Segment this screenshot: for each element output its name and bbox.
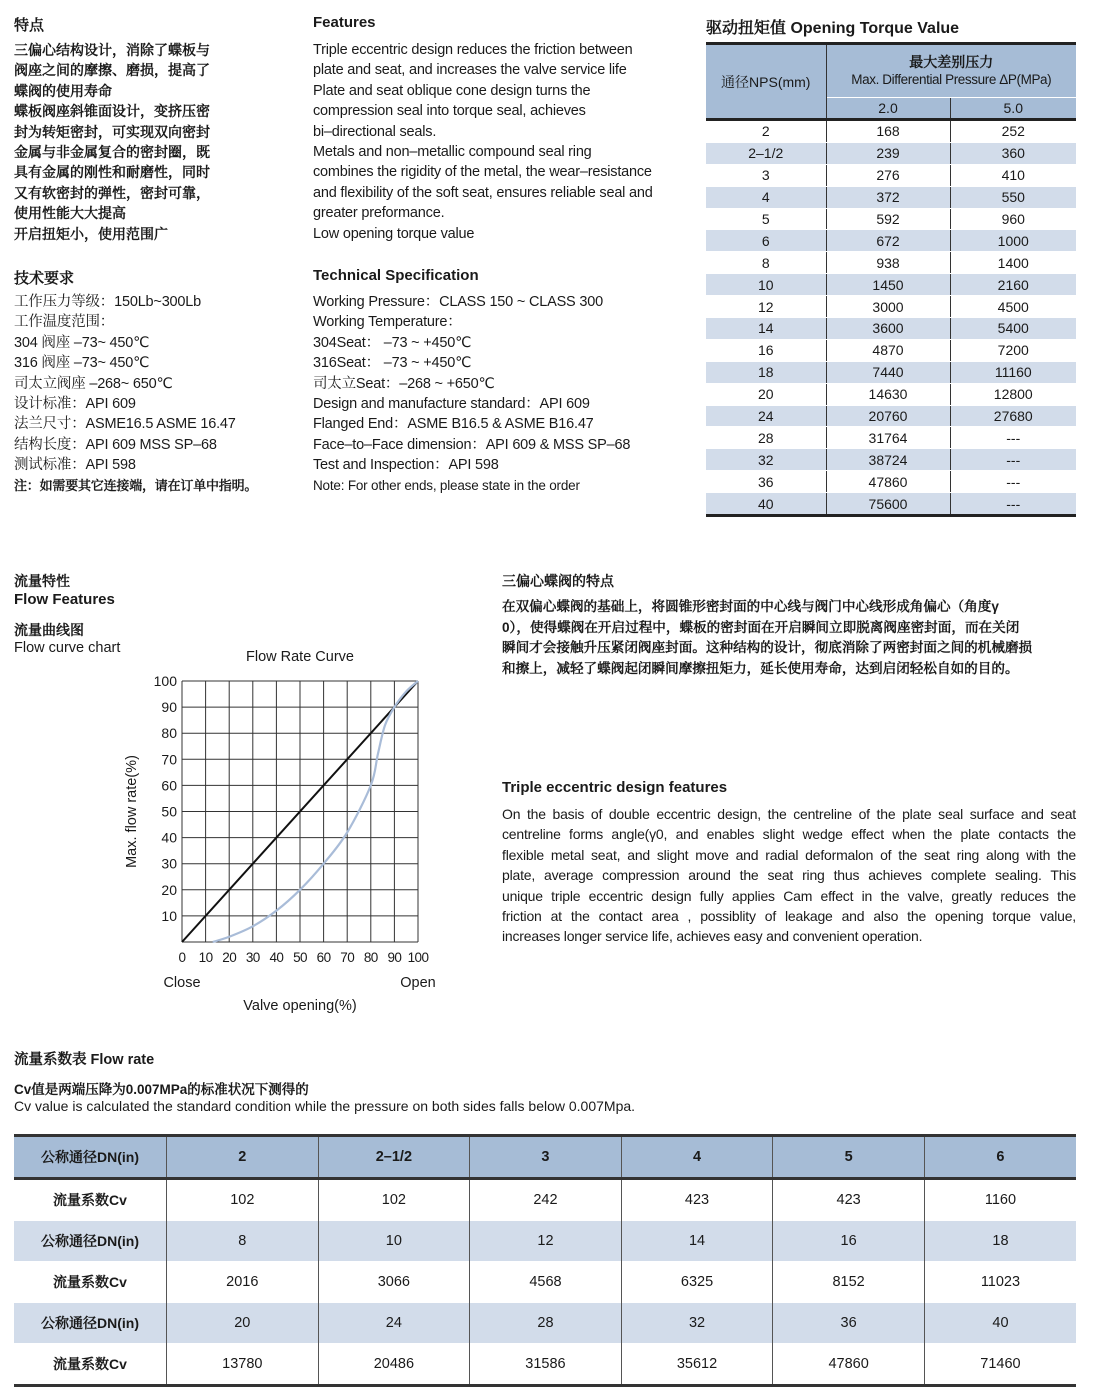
features-en-line: Plate and seat oblique cone design turns the <box>313 82 591 99</box>
torque-cell-5mpa: 27680 <box>950 405 1076 427</box>
torque-cell-2mpa: 3000 <box>826 296 950 318</box>
torque-row <box>706 361 1076 383</box>
torque-row <box>706 164 1076 186</box>
torque-title: 驱动扭矩值 Opening Torque Value <box>706 20 960 37</box>
features-cn-line: 蝶板阀座斜锥面设计，变挤压密 <box>14 103 210 120</box>
torque-cell-2mpa: 38724 <box>826 449 950 471</box>
flowrate-cell: 13780 <box>167 1344 319 1386</box>
torque-pressure-5: 5.0 <box>950 98 1076 120</box>
tech-en-line: Note: For other ends, please state in the order <box>313 477 580 493</box>
torque-row <box>706 427 1076 449</box>
torque-row <box>706 383 1076 405</box>
flowrate-cell: 423 <box>621 1179 773 1221</box>
flowrate-cell: 47860 <box>773 1344 925 1386</box>
flowrate-row <box>14 1262 1076 1303</box>
x-tick-label: 50 <box>293 950 307 965</box>
flowrate-cell: 2016 <box>167 1262 319 1303</box>
flowrate-cell: 16 <box>773 1221 925 1262</box>
torque-row <box>706 252 1076 274</box>
torque-table <box>706 42 1076 517</box>
flowrate-cell: 102 <box>318 1179 470 1221</box>
tech-en-title: Technical Specification <box>313 267 479 284</box>
flowrate-row-label: 流量系数Cv <box>14 1179 167 1221</box>
torque-cell-nps: 12 <box>706 296 826 318</box>
torque-cell-2mpa: 592 <box>826 208 950 230</box>
x-tick-label: 0 <box>178 950 186 965</box>
flowrate-cell: 20486 <box>318 1344 470 1386</box>
features-en-line: Triple eccentric design reduces the friction between <box>313 42 633 58</box>
tech-en-line: 316Seat： –73 ~ +450℃ <box>313 355 472 372</box>
torque-cell-nps: 8 <box>706 252 826 274</box>
torque-cell-5mpa: 360 <box>950 142 1076 164</box>
flowrate-row-label: 公称通径DN(in) <box>14 1303 167 1344</box>
torque-cell-5mpa: 1000 <box>950 230 1076 252</box>
torque-cell-2mpa: 75600 <box>826 493 950 516</box>
torque-cell-nps: 24 <box>706 405 826 427</box>
torque-cell-2mpa: 47860 <box>826 471 950 493</box>
torque-cell-5mpa: --- <box>950 427 1076 449</box>
flowrate-row-label: 公称通径DN(in) <box>14 1221 167 1262</box>
flowrate-cell: 40 <box>924 1303 1076 1344</box>
triple-en-line: unique triple eccentric design fully applies Cam effect in the valve, greatly reduces the <box>502 887 1076 904</box>
chart-title: Flow Rate Curve <box>246 649 354 665</box>
torque-cell-2mpa: 1450 <box>826 274 950 296</box>
flow-features-title-en: Flow Features <box>14 591 115 608</box>
torque-cell-2mpa: 14630 <box>826 383 950 405</box>
flowrate-cell: 31586 <box>470 1344 622 1386</box>
torque-cell-5mpa: 1400 <box>950 252 1076 274</box>
triple-en-line: flexible metal seat, and slight move and radial deformalon of the seat ring along with the <box>502 846 1076 863</box>
features-en-line: Low opening torque value <box>313 225 475 242</box>
flowrate-cell: 36 <box>773 1303 925 1344</box>
torque-cell-2mpa: 672 <box>826 230 950 252</box>
flowrate-table <box>14 1134 1076 1387</box>
x-tick-label: 30 <box>245 950 260 965</box>
flowrate-note-en: Cv value is calculated the standard condition while the pressure on both sides falls below 0.007Mpa. <box>14 1098 636 1114</box>
features-cn-line: 金属与非金属复合的密封圈，既 <box>14 144 210 161</box>
tech-cn-line: 结构长度：API 609 MSS SP–68 <box>14 436 217 453</box>
features-en-line: bi–directional seals. <box>313 123 437 140</box>
y-axis-label: Max. flow rate(%) <box>124 755 140 868</box>
torque-cell-nps: 20 <box>706 383 826 405</box>
torque-cell-nps: 16 <box>706 339 826 361</box>
y-axis-ticks <box>154 673 178 924</box>
torque-table-body <box>706 120 1076 516</box>
torque-row <box>706 449 1076 471</box>
x-tick-label: 10 <box>198 950 213 965</box>
flowrate-cell: 24 <box>318 1303 470 1344</box>
y-tick-label: 60 <box>161 777 177 794</box>
flowrate-cell: 28 <box>470 1303 622 1344</box>
torque-row <box>706 471 1076 493</box>
triple-cn-title: 三偏心蝶阀的特点 <box>502 573 614 589</box>
torque-cell-nps: 3 <box>706 164 826 186</box>
triple-en-line: centreline forms angle(γ0, and enables slight wedge effect when the plate contacts the <box>502 826 1076 843</box>
torque-row <box>706 274 1076 296</box>
x-tick-label: 90 <box>387 950 402 965</box>
flow-features-title-cn: 流量特性 <box>14 573 70 589</box>
triple-en-body <box>502 804 1076 947</box>
torque-cell-5mpa: 252 <box>950 120 1076 143</box>
flowrate-cell: 35612 <box>621 1344 773 1386</box>
x-axis-open-label: Open <box>400 975 436 991</box>
torque-row <box>706 296 1076 318</box>
x-tick-label: 70 <box>340 950 355 965</box>
features-en-line: Metals and non–metallic compound seal ring <box>313 144 592 161</box>
torque-row <box>706 120 1076 143</box>
features-en-line: plate and seat, and increases the valve service life <box>313 62 627 79</box>
tech-en-body <box>313 292 630 496</box>
flowrate-cell: 2 <box>167 1136 319 1179</box>
torque-cell-2mpa: 20760 <box>826 405 950 427</box>
torque-cell-5mpa: --- <box>950 449 1076 471</box>
tech-cn-line: 316 阀座 –73~ 450℃ <box>14 355 150 372</box>
torque-pressure-group-header <box>826 44 1076 98</box>
torque-cell-2mpa: 276 <box>826 164 950 186</box>
features-cn-line: 使用性能大大提高 <box>14 205 126 222</box>
features-cn-title: 特点 <box>14 17 45 34</box>
triple-cn-line: 瞬间才会接触升压紧闭阀座封面。这种结构的设计，彻底消除了两密封面之间的机械磨损 <box>502 640 1033 655</box>
tech-cn-line: 304 阀座 –73~ 450℃ <box>14 334 150 351</box>
tech-en-line: 司太立Seat：–268 ~ +650℃ <box>313 375 495 392</box>
x-axis-label: Valve opening(%) <box>243 998 357 1014</box>
flowrate-row <box>14 1303 1076 1344</box>
flowrate-note-cn: Cv值是两端压降为0.007MPa的标准状况下测得的 <box>14 1082 309 1097</box>
torque-cell-5mpa: --- <box>950 493 1076 516</box>
tech-cn-body <box>14 292 257 496</box>
flowrate-cell: 71460 <box>924 1344 1076 1386</box>
y-tick-label: 80 <box>161 725 177 742</box>
tech-cn-title: 技术要求 <box>14 270 75 287</box>
features-en-body <box>313 40 653 244</box>
x-tick-label: 40 <box>269 950 284 965</box>
flowrate-cell: 4568 <box>470 1262 622 1303</box>
x-axis-close-label: Close <box>163 975 201 991</box>
torque-cell-5mpa: 550 <box>950 186 1076 208</box>
flowrate-cell: 20 <box>167 1303 319 1344</box>
torque-cell-nps: 2 <box>706 120 826 143</box>
torque-cell-5mpa: 12800 <box>950 383 1076 405</box>
flowrate-row-label: 流量系数Cv <box>14 1262 167 1303</box>
torque-cell-nps: 36 <box>706 471 826 493</box>
torque-cell-5mpa: 7200 <box>950 339 1076 361</box>
features-en-line: compression seal into torque seal, achieves <box>313 103 586 120</box>
features-en-title: Features <box>313 14 376 31</box>
tech-cn-line: 司太立阀座 –268~ 650℃ <box>14 375 173 392</box>
flowrate-row <box>14 1136 1076 1179</box>
flowrate-cell: 6325 <box>621 1262 773 1303</box>
flowrate-cell: 12 <box>470 1221 622 1262</box>
flowrate-cell: 14 <box>621 1221 773 1262</box>
flowrate-cell: 3 <box>470 1136 622 1179</box>
flowrate-title: 流量系数表 Flow rate <box>14 1052 155 1068</box>
triple-cn-body <box>502 597 1032 679</box>
torque-cell-2mpa: 938 <box>826 252 950 274</box>
torque-cell-2mpa: 3600 <box>826 318 950 340</box>
triple-cn-line: 和擦上，减轻了蝶阀起闭瞬间摩擦扭矩力，延长使用寿命，达到启闭轻松自如的目的。 <box>502 660 1019 676</box>
flowrate-cell: 3066 <box>318 1262 470 1303</box>
features-cn-line: 封为转矩密封，可实现双向密封 <box>14 123 210 140</box>
torque-cell-nps: 40 <box>706 493 826 516</box>
torque-group-header-en: Max. Differential Pressure ΔP(MPa) <box>851 72 1052 87</box>
torque-cell-5mpa: 5400 <box>950 318 1076 340</box>
triple-cn-line: 0），使得蝶阀在开启过程中，蝶板的密封面在开启瞬间立即脱离阀座密封面，而在关闭 <box>502 619 1020 635</box>
torque-cell-2mpa: 168 <box>826 120 950 143</box>
torque-cell-nps: 2–1/2 <box>706 142 826 164</box>
features-en-line: greater preformance. <box>313 205 445 222</box>
flowrate-cell: 2–1/2 <box>318 1136 470 1179</box>
torque-row <box>706 142 1076 164</box>
triple-en-line: plate, average compression around the seat ring thus achieves complete sealing. This <box>502 867 1076 884</box>
flow-rate-chart <box>100 640 460 1020</box>
torque-row <box>706 493 1076 516</box>
flowrate-cell: 11023 <box>924 1262 1076 1303</box>
features-cn-line: 蝶阀的使用寿命 <box>14 82 112 99</box>
torque-cell-5mpa: 410 <box>950 164 1076 186</box>
flow-curve-subtitle-cn: 流量曲线图 <box>14 622 84 638</box>
torque-cell-5mpa: 11160 <box>950 361 1076 383</box>
torque-cell-nps: 5 <box>706 208 826 230</box>
tech-en-line: 304Seat： –73 ~ +450℃ <box>313 334 472 351</box>
triple-en-line: On the basis of double eccentric design, the centreline of the plate seal surface and seat <box>502 806 1076 822</box>
tech-en-line: Working Temperature： <box>313 314 462 331</box>
tech-cn-line: 注：如需要其它连接端，请在订单中指明。 <box>14 477 258 493</box>
torque-row <box>706 339 1076 361</box>
torque-cell-2mpa: 239 <box>826 142 950 164</box>
triple-en-line: increases longer service life, achieves easy and convenient operation. <box>502 928 923 945</box>
torque-cell-2mpa: 31764 <box>826 427 950 449</box>
triple-en-line: friction at the contact area , possiblity of leakage and also the opening torque value, <box>502 908 1076 925</box>
torque-cell-nps: 14 <box>706 318 826 340</box>
features-cn-line: 阀座之间的摩擦、磨损，提高了 <box>14 62 210 79</box>
flowrate-cell: 242 <box>470 1179 622 1221</box>
torque-row <box>706 405 1076 427</box>
torque-row <box>706 230 1076 252</box>
flowrate-row <box>14 1344 1076 1386</box>
x-axis-ticks <box>179 950 429 965</box>
torque-cell-5mpa: 4500 <box>950 296 1076 318</box>
y-tick-label: 70 <box>161 751 177 768</box>
torque-cell-nps: 28 <box>706 427 826 449</box>
torque-col-nps-header: 通径NPS(mm) <box>706 44 826 120</box>
y-tick-label: 10 <box>161 907 177 924</box>
torque-cell-2mpa: 372 <box>826 186 950 208</box>
tech-en-line: Face–to–Face dimension：API 609 & MSS SP–68 <box>313 436 631 453</box>
torque-cell-nps: 10 <box>706 274 826 296</box>
features-en-line: combines the rigidity of the metal, the wear–resistance <box>313 164 652 181</box>
flow-curve-subtitle-en: Flow curve chart <box>14 640 121 656</box>
flowrate-row-label: 公称通径DN(in) <box>14 1136 167 1179</box>
tech-en-line: Working Pressure：CLASS 150 ~ CLASS 300 <box>313 294 603 310</box>
flowrate-cell: 18 <box>924 1221 1076 1262</box>
flowrate-row-label: 流量系数Cv <box>14 1344 167 1386</box>
triple-cn-line: 在双偏心蝶阀的基础上，将圆锥形密封面的中心线与阀门中心线形成角偏心（角度γ <box>502 599 999 614</box>
flowrate-cell: 102 <box>167 1179 319 1221</box>
torque-row <box>706 318 1076 340</box>
features-cn-body <box>14 40 210 244</box>
flowrate-cell: 6 <box>924 1136 1076 1179</box>
flowrate-cell: 5 <box>773 1136 925 1179</box>
x-tick-label: 100 <box>407 950 429 965</box>
tech-en-line: Flanged End：ASME B16.5 & ASME B16.47 <box>313 416 594 433</box>
torque-pressure-2: 2.0 <box>826 98 950 120</box>
tech-cn-line: 法兰尺寸：ASME16.5 ASME 16.47 <box>14 416 236 433</box>
y-tick-label: 30 <box>161 855 177 872</box>
features-cn-line: 开启扭矩小，使用范围广 <box>14 225 168 242</box>
flowrate-cell: 423 <box>773 1179 925 1221</box>
torque-cell-nps: 18 <box>706 361 826 383</box>
y-tick-label: 90 <box>161 699 177 716</box>
triple-en-title: Triple eccentric design features <box>502 779 728 796</box>
y-tick-label: 40 <box>161 829 177 846</box>
flowrate-cell: 1160 <box>924 1179 1076 1221</box>
torque-group-header-cn: 最大差别压力 <box>909 54 994 70</box>
torque-cell-2mpa: 4870 <box>826 339 950 361</box>
flowrate-table-body <box>14 1136 1076 1386</box>
flowrate-cell: 8152 <box>773 1262 925 1303</box>
features-en-line: and flexibility of the soft seat, ensures reliable seal and <box>313 184 653 201</box>
x-tick-label: 60 <box>316 950 331 965</box>
flowrate-row <box>14 1221 1076 1262</box>
features-cn-line: 又有软密封的弹性，密封可靠， <box>14 184 210 201</box>
tech-cn-line: 设计标准：API 609 <box>14 396 136 413</box>
torque-cell-nps: 32 <box>706 449 826 471</box>
torque-cell-5mpa: 2160 <box>950 274 1076 296</box>
torque-row <box>706 208 1076 230</box>
tech-en-line: Design and manufacture standard：API 609 <box>313 396 590 413</box>
torque-cell-5mpa: --- <box>950 471 1076 493</box>
tech-cn-line: 工作压力等级：150Lb~300Lb <box>14 294 202 310</box>
flowrate-cell: 10 <box>318 1221 470 1262</box>
torque-row <box>706 186 1076 208</box>
y-tick-label: 20 <box>161 881 177 898</box>
y-tick-label: 100 <box>153 673 177 689</box>
x-tick-label: 20 <box>222 950 237 965</box>
tech-cn-line: 工作温度范围： <box>14 314 115 331</box>
torque-cell-nps: 6 <box>706 230 826 252</box>
x-tick-label: 80 <box>363 950 378 965</box>
y-tick-label: 50 <box>161 803 177 820</box>
flowrate-row <box>14 1179 1076 1221</box>
torque-cell-2mpa: 7440 <box>826 361 950 383</box>
flowrate-cell: 32 <box>621 1303 773 1344</box>
tech-en-line: Test and Inspection：API 598 <box>313 457 499 474</box>
torque-cell-5mpa: 960 <box>950 208 1076 230</box>
flowrate-cell: 8 <box>167 1221 319 1262</box>
tech-cn-line: 测试标准：API 598 <box>14 457 136 474</box>
flowrate-cell: 4 <box>621 1136 773 1179</box>
torque-cell-nps: 4 <box>706 186 826 208</box>
features-cn-line: 三偏心结构设计，消除了蝶板与 <box>14 42 210 58</box>
features-cn-line: 具有金属的刚性和耐磨性，同时 <box>14 164 210 181</box>
